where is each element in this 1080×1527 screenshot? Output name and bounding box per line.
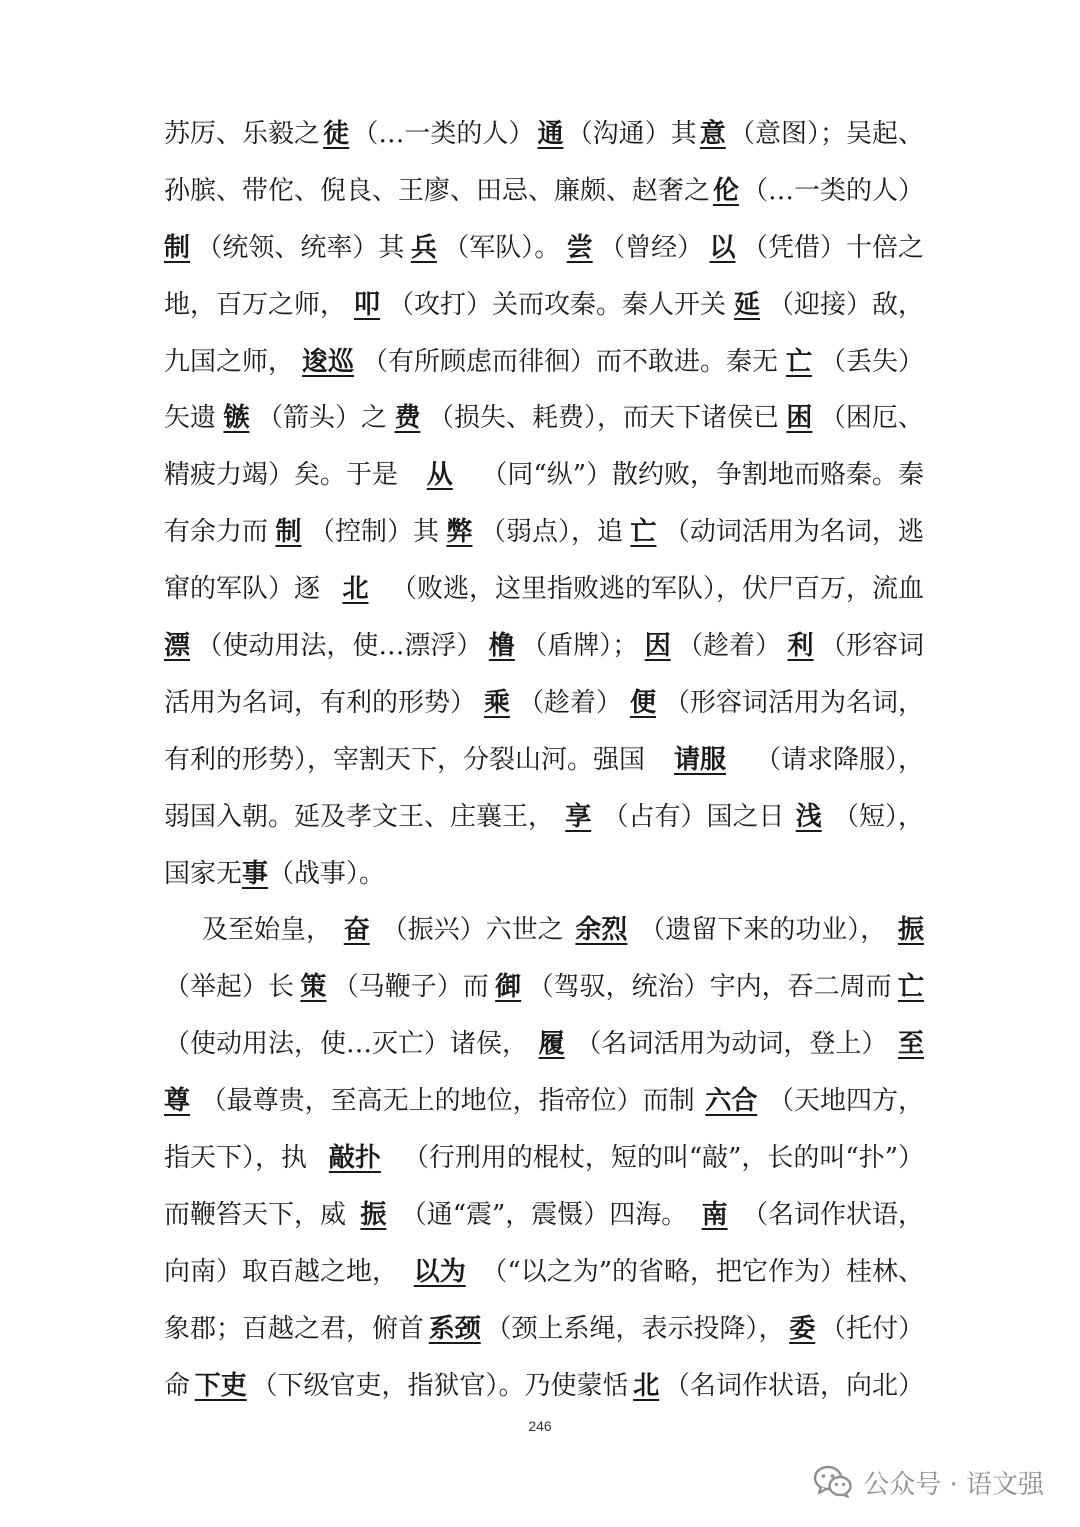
- annotated-term: 徒: [323, 119, 350, 149]
- text-segment: 苏厉、乐毅之: [164, 119, 321, 149]
- text-segment: （统领、统率）其: [196, 232, 405, 263]
- annotated-term: 南: [701, 1199, 728, 1230]
- annotated-term: 通: [537, 119, 564, 149]
- text-segment: （弱点），追: [479, 517, 623, 548]
- text-segment: （凭借）十倍之: [741, 232, 924, 263]
- text-segment: （驾驭，统治）宇内，吞二周而: [527, 972, 892, 1003]
- text-line: [164, 561, 924, 618]
- text-segment: （沟通）其: [566, 119, 697, 149]
- text-line: [164, 1358, 924, 1415]
- watermark-text: 公众号 · 语文强: [863, 1469, 1044, 1500]
- annotated-term: 下吏: [194, 1370, 247, 1401]
- text-line: [164, 959, 924, 1016]
- text-segment: 孙膑、带佗、倪良、王廖、田忌、廉颇、赵奢之: [164, 175, 711, 206]
- text-segment: （同“纵”）散约败，争割地而赂秦。秦: [481, 460, 924, 491]
- text-line: [164, 846, 924, 903]
- body-text: [164, 106, 924, 1414]
- annotated-term: 敲扑: [328, 1143, 381, 1174]
- text-segment: 地，百万之师，: [164, 289, 347, 320]
- text-line: [164, 1187, 924, 1244]
- text-line: [164, 1244, 924, 1301]
- annotated-term: 亡: [785, 346, 812, 377]
- annotated-term: 便: [629, 687, 656, 718]
- annotated-term: 因: [644, 631, 671, 662]
- text-segment: 象郡；百越之君，俯首: [164, 1313, 425, 1344]
- text-segment: （下级官吏，指狱官）。乃使蒙恬: [251, 1370, 629, 1401]
- text-segment: （占有）国之日: [602, 801, 785, 832]
- text-segment: （请求降服），: [754, 744, 924, 775]
- text-segment: （使动用法，使…灭亡）诸侯，: [164, 1029, 529, 1060]
- text-segment: 有利的形势），宰割天下，分裂山河。强国: [164, 744, 646, 775]
- annotated-term: 享: [565, 801, 592, 832]
- text-segment: （丢失）: [819, 346, 924, 377]
- annotated-term: 制: [164, 232, 191, 263]
- text-segment: 国家无: [164, 858, 243, 889]
- text-line: [164, 1016, 924, 1073]
- annotated-term: 策: [300, 972, 327, 1003]
- text-line: [164, 618, 924, 675]
- text-segment: 矢遗: [164, 403, 217, 434]
- annotated-term: 兵: [410, 232, 437, 263]
- annotated-term: 振: [360, 1199, 387, 1230]
- page-number: 246: [528, 1418, 552, 1434]
- text-line: [164, 675, 924, 732]
- text-segment: （迎接）敌，: [767, 289, 924, 320]
- annotated-term: 亡: [630, 517, 657, 548]
- annotated-term: 费: [394, 403, 421, 434]
- text-segment: （马鞭子）而: [332, 972, 489, 1003]
- annotated-term: 尝: [566, 232, 593, 263]
- annotated-term: 意: [699, 119, 726, 149]
- text-segment: （控制）其: [308, 517, 439, 548]
- text-segment: （短），: [832, 801, 924, 832]
- annotated-term: 委: [789, 1313, 816, 1344]
- text-segment: 指天下），执: [164, 1143, 308, 1174]
- annotated-term: 镞: [223, 403, 250, 434]
- annotated-term: 六合: [705, 1086, 758, 1117]
- text-segment: 命: [164, 1370, 191, 1401]
- text-segment: （意图）；吴起、: [728, 119, 924, 149]
- text-segment: 而鞭笞天下，威: [164, 1199, 347, 1230]
- text-segment: （困厄、: [819, 403, 924, 434]
- annotated-term: 系颈: [428, 1313, 481, 1344]
- text-line: [164, 390, 924, 447]
- text-line: [164, 163, 924, 220]
- text-segment: 有余力而: [164, 517, 269, 548]
- text-segment: （箭头）之: [256, 403, 387, 434]
- text-segment: 弱国入朝。延及孝文王、庄襄王，: [164, 801, 555, 832]
- text-line: [164, 789, 924, 846]
- text-segment: （名词作状语，: [741, 1199, 924, 1230]
- annotated-term: 履: [538, 1029, 565, 1060]
- annotated-term: 亡: [897, 972, 924, 1003]
- text-line: [164, 277, 924, 334]
- annotated-term: 延: [733, 289, 760, 320]
- text-segment: （行刑用的棍杖，短的叫“敲”，长的叫“扑”）: [402, 1143, 924, 1174]
- text-segment: （遗留下来的功业），: [639, 915, 887, 946]
- text-line: [164, 504, 924, 561]
- annotated-term: 制: [275, 517, 302, 548]
- text-line: [164, 1073, 924, 1130]
- text-segment: （…一类的人）: [352, 119, 535, 149]
- annotated-term: 事: [242, 858, 269, 889]
- text-segment: （趁着）: [517, 687, 622, 718]
- text-segment: （盾牌）；: [521, 631, 639, 662]
- annotated-term: 乘: [483, 687, 510, 718]
- annotated-term: 浅: [795, 801, 822, 832]
- text-segment: （形容词: [819, 631, 924, 662]
- annotated-term: 橹: [488, 631, 515, 662]
- annotated-term: 利: [787, 631, 814, 662]
- annotated-term: 伦: [712, 175, 739, 206]
- text-line: [164, 334, 924, 391]
- wechat-icon: [813, 1465, 853, 1499]
- text-segment: （形容词活用为名词，: [663, 687, 924, 718]
- text-line: [164, 1130, 924, 1187]
- text-segment: （名词活用为动词，登上）: [575, 1029, 888, 1060]
- annotated-term: 余烈: [575, 915, 628, 946]
- text-segment: 九国之师，: [164, 346, 295, 377]
- text-segment: （最尊贵，至高无上的地位，指帝位）而制: [200, 1086, 695, 1117]
- text-segment: 窜的军队）逐: [164, 574, 321, 605]
- annotated-term: 逡巡: [301, 346, 354, 377]
- text-segment: （使动用法，使…漂浮）: [196, 631, 483, 662]
- text-segment: （动词活用为名词，逃: [663, 517, 924, 548]
- text-segment: （“以之为”的省略，把它作为）桂林、: [481, 1256, 924, 1287]
- text-line: [164, 1301, 924, 1358]
- annotated-term: 以为: [413, 1256, 466, 1287]
- text-line: [164, 447, 924, 504]
- annotated-term: 奋: [343, 915, 370, 946]
- annotated-term: 尊: [164, 1086, 191, 1117]
- text-segment: （名词作状语，向北）: [663, 1370, 924, 1401]
- text-segment: （战事）。: [268, 858, 386, 889]
- text-line: [164, 732, 924, 789]
- annotated-term: 从: [426, 460, 453, 491]
- text-segment: （天地四方，: [767, 1086, 924, 1117]
- text-segment: 及至始皇，: [202, 915, 333, 946]
- text-segment: （颈上系绳，表示投降），: [485, 1313, 785, 1344]
- annotated-term: 振: [897, 915, 924, 946]
- text-segment: （通“震”，震慑）四海。: [400, 1199, 688, 1230]
- text-segment: （败逃，这里指败逃的军队），伏尸百万，流血: [390, 574, 924, 605]
- annotated-term: 弊: [446, 517, 473, 548]
- text-segment: （振兴）六世之: [381, 915, 564, 946]
- annotated-term: 御: [495, 972, 522, 1003]
- annotated-term: 漂: [164, 631, 191, 662]
- text-segment: 精疲力竭）矣。于是: [164, 460, 399, 491]
- text-segment: 向南）取百越之地，: [164, 1256, 399, 1287]
- text-line: [164, 902, 924, 959]
- text-segment: （攻打）关而攻秦。秦人开关: [387, 289, 726, 320]
- annotated-term: 请服: [673, 744, 726, 775]
- text-line: [164, 106, 924, 163]
- annotated-term: 至: [897, 1029, 924, 1060]
- text-segment: （举起）长: [164, 972, 295, 1003]
- watermark: [813, 1462, 1044, 1502]
- text-line: [164, 220, 924, 277]
- text-segment: （趁着）: [677, 631, 782, 662]
- text-segment: （曾经）: [599, 232, 704, 263]
- annotated-term: 北: [633, 1370, 660, 1401]
- annotated-term: 叩: [353, 289, 380, 320]
- text-segment: （托付）: [819, 1313, 924, 1344]
- annotated-term: 以: [709, 232, 736, 263]
- text-segment: （军队）。: [443, 232, 561, 263]
- text-segment: （有所顾虑而徘徊）而不敢进。秦无: [361, 346, 778, 377]
- annotated-term: 困: [786, 403, 813, 434]
- text-segment: （…一类的人）: [741, 175, 924, 206]
- text-segment: 活用为名词，有利的形势）: [164, 687, 477, 718]
- annotated-term: 北: [342, 574, 369, 605]
- text-segment: （损失、耗费），而天下诸侯已: [427, 403, 779, 434]
